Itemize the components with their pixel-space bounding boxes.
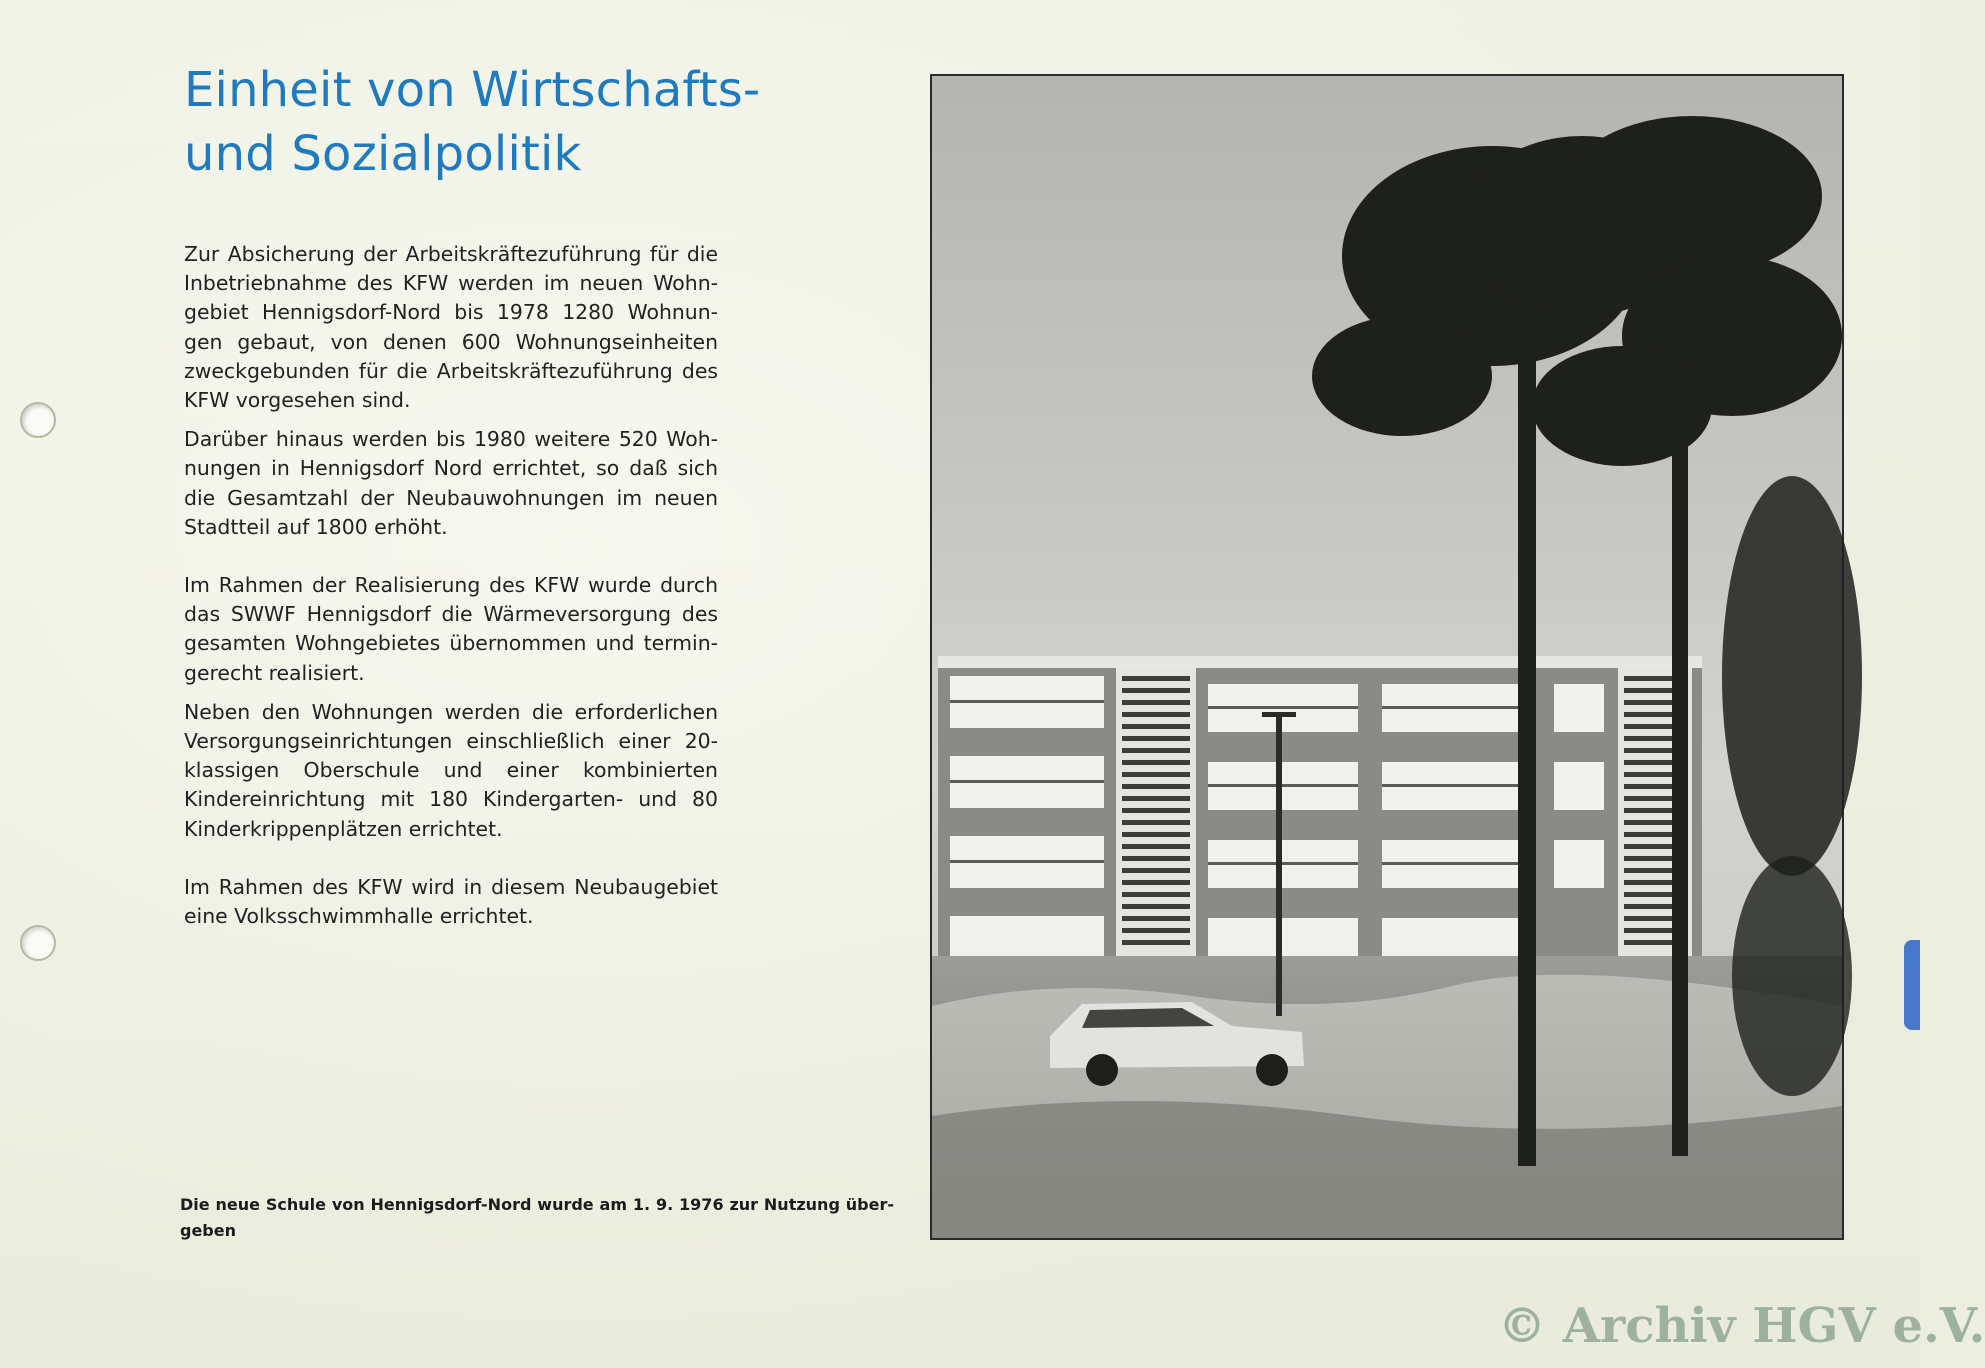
- text-line: Zur Absicherung der Arbeitskräftezuführung für die: [184, 242, 718, 266]
- archive-watermark: © Archiv HGV e.V.: [1498, 1298, 1985, 1354]
- ink-stain: [1904, 940, 1920, 1030]
- text-line: Im Rahmen der Realisierung des KFW wurde durch: [184, 573, 718, 598]
- text-line: klassigen Oberschule und einer kombinierten: [184, 758, 718, 783]
- paragraph-5: [184, 873, 718, 931]
- punch-hole-bottom: [20, 925, 56, 961]
- text-line: gesamten Wohngebietes übernommen und termin-: [184, 631, 718, 656]
- caption-line: geben: [180, 1221, 236, 1240]
- heading-line: und Sozialpolitik: [184, 126, 582, 182]
- text-line: Inbetriebnahme des KFW werden im neuen Wohn-: [184, 271, 718, 296]
- text-line: gebiet Hennigsdorf-Nord bis 1978 1280 Wohnun-: [184, 300, 718, 325]
- text-line: Kinderkrippenplätzen errichtet.: [184, 816, 503, 841]
- punch-hole-top: [20, 402, 56, 438]
- paragraph-3: [184, 571, 718, 688]
- text-line: zweckgebunden für die Arbeitskräftezuführung des: [184, 358, 718, 383]
- text-line: gerecht realisiert.: [184, 660, 365, 685]
- paragraph-4: [184, 698, 718, 844]
- paragraph-2: [184, 425, 718, 542]
- text-line: Neben den Wohnungen werden die erforderlichen: [184, 699, 718, 724]
- text-line: die Gesamtzahl der Neubauwohnungen im neuen: [184, 485, 718, 510]
- text-line: Im Rahmen des KFW wird in diesem Neubaugebiet: [184, 874, 718, 899]
- text-line: KFW vorgesehen sind.: [184, 388, 411, 413]
- page-heading: [184, 58, 761, 186]
- caption-line: Die neue Schule von Hennigsdorf-Nord wurde am 1. 9. 1976 zur Nutzung über-: [180, 1195, 894, 1214]
- paragraph-1: [184, 240, 718, 415]
- school-photo: [930, 74, 1844, 1240]
- text-line: gen gebaut, von denen 600 Wohnungseinheiten: [184, 329, 718, 354]
- text-line: nungen in Hennigsdorf Nord errichtet, so daß sich: [184, 456, 718, 481]
- text-line: eine Volksschwimmhalle errichtet.: [184, 904, 534, 929]
- text-line: Kindereinrichtung mit 180 Kindergarten- und 80: [184, 787, 718, 812]
- photo-caption: [180, 1192, 894, 1244]
- text-line: Stadtteil auf 1800 erhöht.: [184, 514, 448, 539]
- body-text: [184, 240, 718, 931]
- heading-line: Einheit von Wirtschafts-: [184, 62, 761, 118]
- text-line: Versorgungseinrichtungen einschließlich einer 20-: [184, 729, 718, 754]
- school-building: [938, 656, 1702, 958]
- text-line: Darüber hinaus werden bis 1980 weitere 520 Woh-: [184, 427, 718, 452]
- text-line: das SWWF Hennigsdorf die Wärmeversorgung des: [184, 602, 718, 627]
